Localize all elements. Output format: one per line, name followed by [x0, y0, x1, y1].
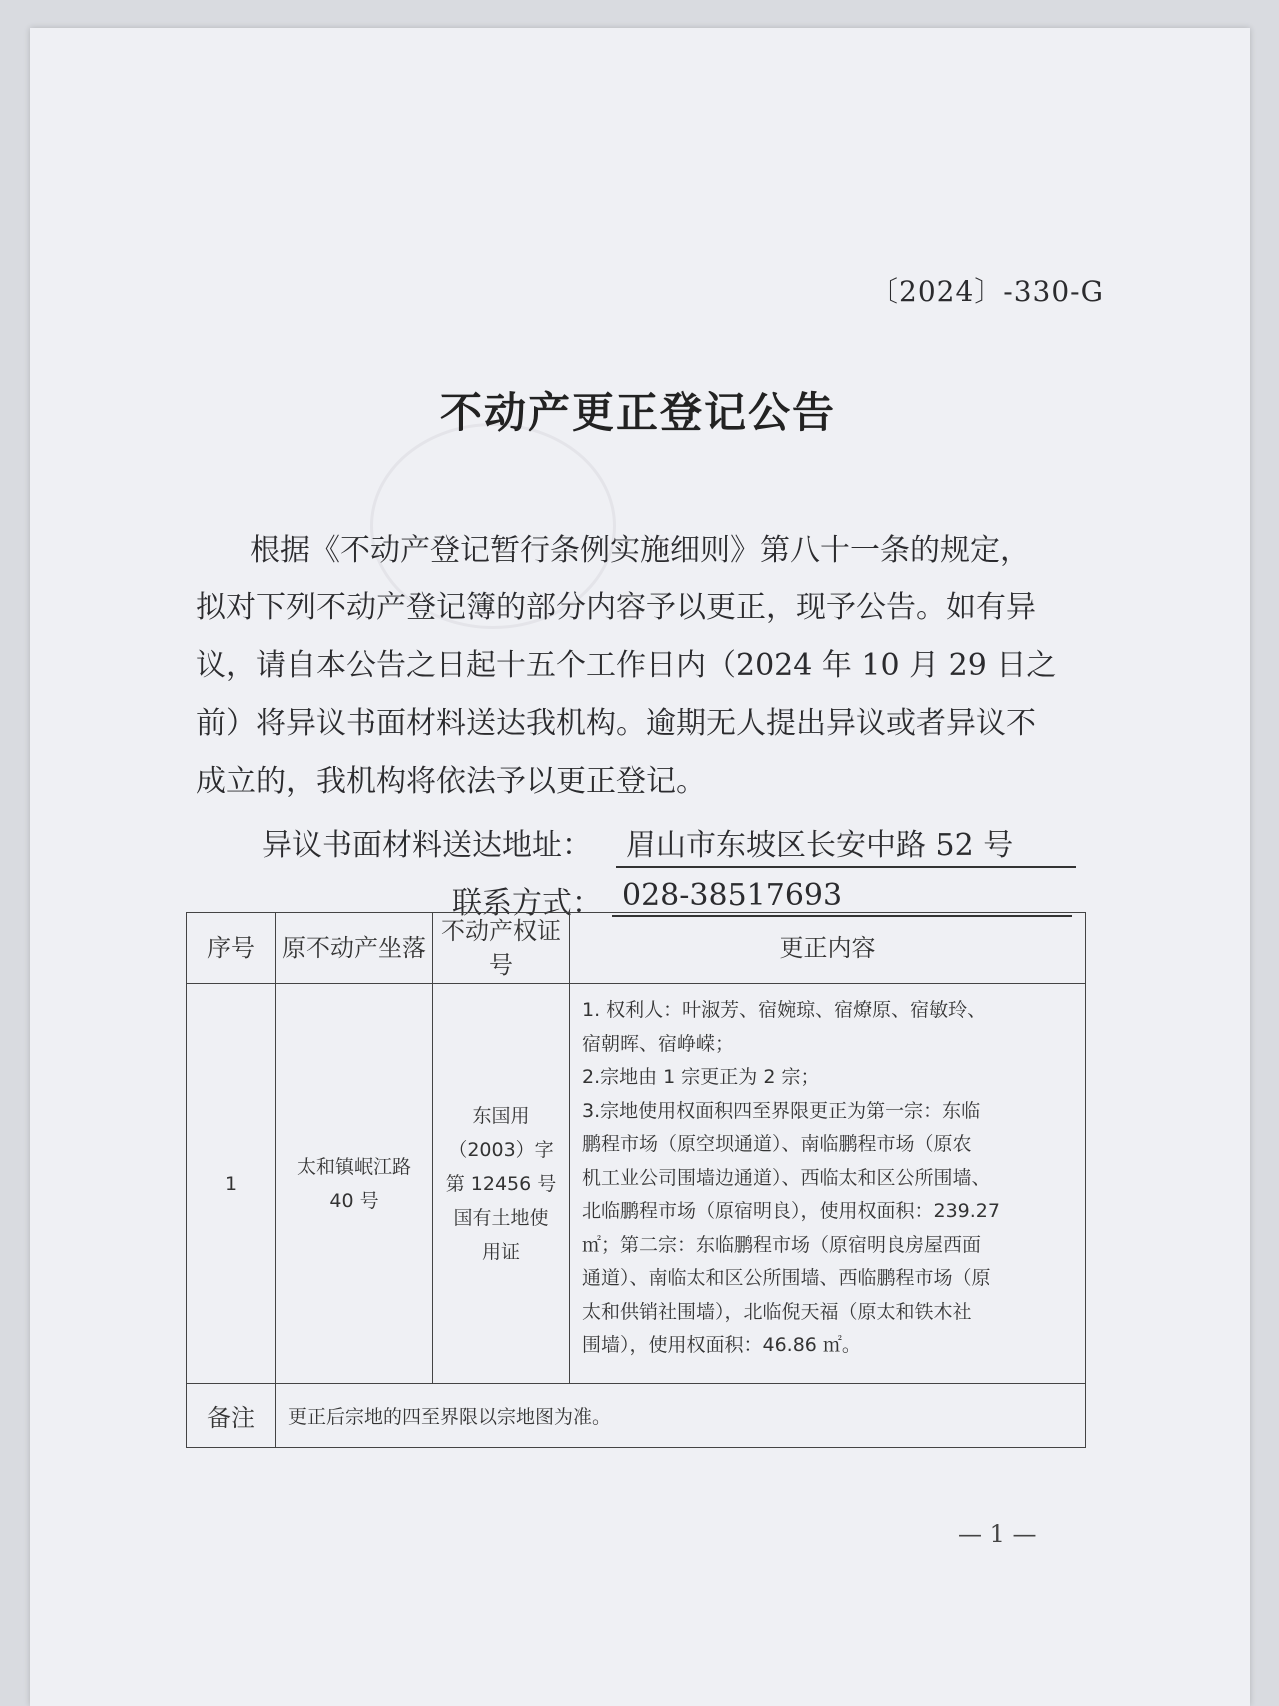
content-line: 2.宗地由 1 宗更正为 2 宗；	[582, 1066, 820, 1088]
header-content: 更正内容	[570, 913, 1086, 984]
correction-table	[186, 912, 1086, 1448]
header-seq: 序号	[187, 913, 276, 984]
paragraph-line-1: 根据《不动产登记暂行条例实施细则》第八十一条的规定，	[250, 533, 1030, 568]
table-row	[187, 984, 1086, 1384]
remark-text: 更正后宗地的四至界限以宗地图为准。	[276, 1384, 1086, 1448]
paragraph-line-3: 议，请自本公告之日起十五个工作日内（2024 年 10 月 29 日之	[196, 648, 1057, 683]
row-cert: 东国用（2003）字第 12456 号国有土地使用证	[433, 984, 570, 1384]
document-number: 〔2024〕-330-G	[870, 275, 1104, 308]
header-location: 原不动产坐落	[276, 913, 433, 984]
address-value: 眉山市东坡区长安中路 52 号	[616, 820, 1076, 868]
contact-label: 联系方式：	[452, 886, 602, 921]
row-location: 太和镇岷江路 40 号	[276, 984, 433, 1384]
row-content	[570, 984, 1086, 1384]
paragraph-line-4: 前）将异议书面材料送达我机构。逾期无人提出异议或者异议不	[196, 706, 1036, 741]
content-line: 通道）、南临太和区公所围墙、西临鹏程市场（原	[582, 1267, 991, 1289]
row-seq: 1	[187, 984, 276, 1384]
content-line: ㎡；第二宗：东临鹏程市场（原宿明良房屋西面	[582, 1233, 982, 1256]
paragraph-line-2: 拟对下列不动产登记簿的部分内容予以更正，现予公告。如有异	[196, 590, 1036, 625]
remark-row	[187, 1384, 1086, 1448]
content-line: 机工业公司围墙边通道）、西临太和区公所围墙、	[582, 1166, 991, 1189]
page-number: — 1 —	[958, 1520, 1037, 1548]
content-line: 1. 权利人：叶淑芳、宿婉琼、宿燎原、宿敏玲、	[582, 999, 987, 1021]
page-title: 不动产更正登记公告	[440, 388, 837, 437]
paragraph-line-5: 成立的，我机构将依法予以更正登记。	[196, 764, 706, 799]
content-line: 围墙），使用权面积：46.86 ㎡。	[582, 1334, 861, 1356]
content-line: 太和供销社围墙），北临倪天福（原太和铁木社	[582, 1300, 972, 1323]
content-line: 鹏程市场（原空坝通道）、南临鹏程市场（原农	[582, 1133, 972, 1155]
remark-label: 备注	[187, 1384, 276, 1448]
content-line: 北临鹏程市场（原宿明良），使用权面积：239.27	[582, 1200, 1000, 1222]
content-line: 3.宗地使用权面积四至界限更正为第一宗：东临	[582, 1099, 981, 1122]
contact-value: 028-38517693	[612, 878, 1072, 917]
content-line: 宿朝晖、宿峥嵘；	[582, 1032, 735, 1055]
table-header-row	[187, 913, 1086, 984]
header-cert: 不动产权证号	[433, 913, 570, 984]
address-label: 异议书面材料送达地址：	[262, 828, 592, 863]
